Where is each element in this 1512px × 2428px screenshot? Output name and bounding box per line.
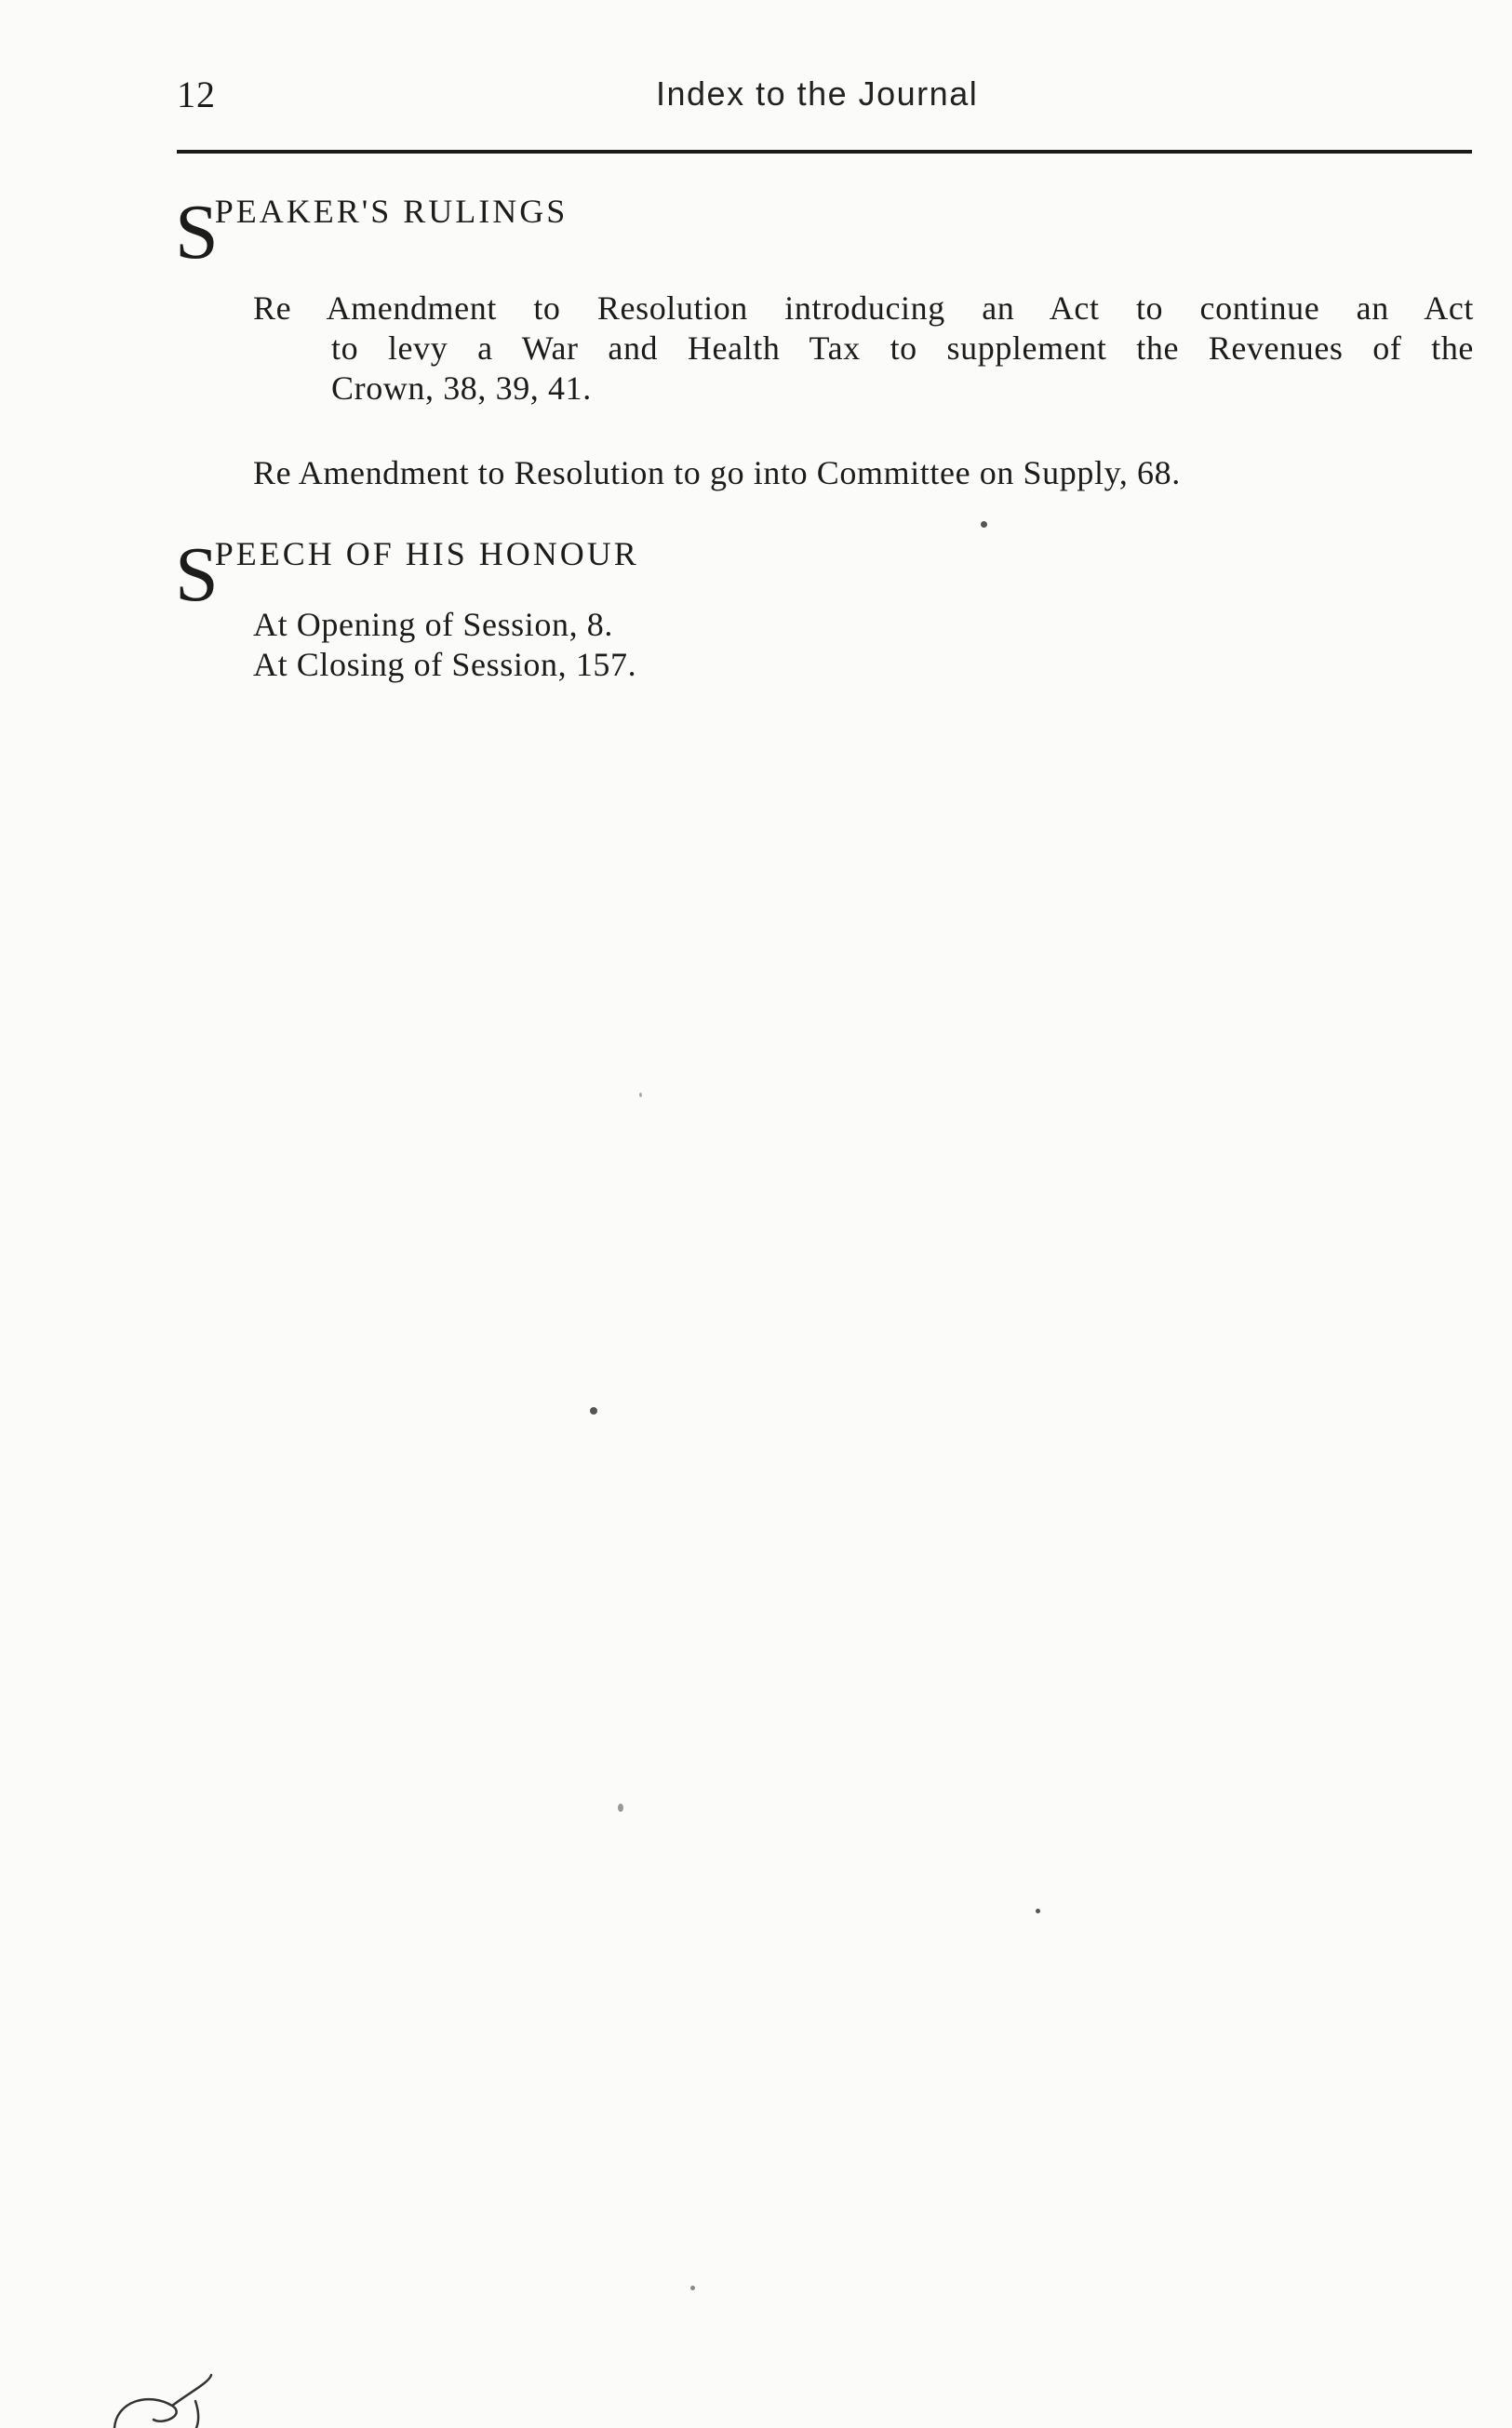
scan-speck xyxy=(639,1093,642,1097)
index-entry xyxy=(253,605,613,645)
section-heading-speakers-rulings xyxy=(175,184,569,275)
section-heading-speech-of-his-honour xyxy=(175,527,639,618)
entry-line: Re Amendment to Resolution introducing an Act to continue an Act xyxy=(253,289,1474,327)
header-rule xyxy=(177,150,1472,154)
running-title: Index to the Journal xyxy=(656,74,979,113)
running-header xyxy=(177,73,1472,125)
drop-cap: S xyxy=(175,531,219,618)
entry-line: At Closing of Session, 157. xyxy=(253,646,637,683)
scan-speck xyxy=(1036,1909,1040,1913)
section-heading-text: PEAKER'S RULINGS xyxy=(214,193,569,230)
page-number: 12 xyxy=(177,74,216,115)
index-entry xyxy=(253,453,1181,493)
entry-line: At Opening of Session, 8. xyxy=(253,606,613,643)
index-entry xyxy=(253,288,1474,409)
drop-cap: S xyxy=(175,189,219,275)
entry-line: Re Amendment to Resolution to go into Committee on Supply, 68. xyxy=(253,454,1181,491)
scan-speck xyxy=(618,1804,623,1812)
handwritten-mark xyxy=(107,2364,228,2428)
scan-speck xyxy=(690,2286,695,2290)
index-entry xyxy=(253,645,636,685)
entry-line: to levy a War and Health Tax to supplement the Revenues of the xyxy=(331,329,1474,367)
section-heading-text: PEECH OF HIS HONOUR xyxy=(214,535,639,572)
scan-speck xyxy=(981,521,987,528)
scan-speck xyxy=(590,1407,597,1415)
entry-line: Crown, 38, 39, 41. xyxy=(331,369,592,407)
